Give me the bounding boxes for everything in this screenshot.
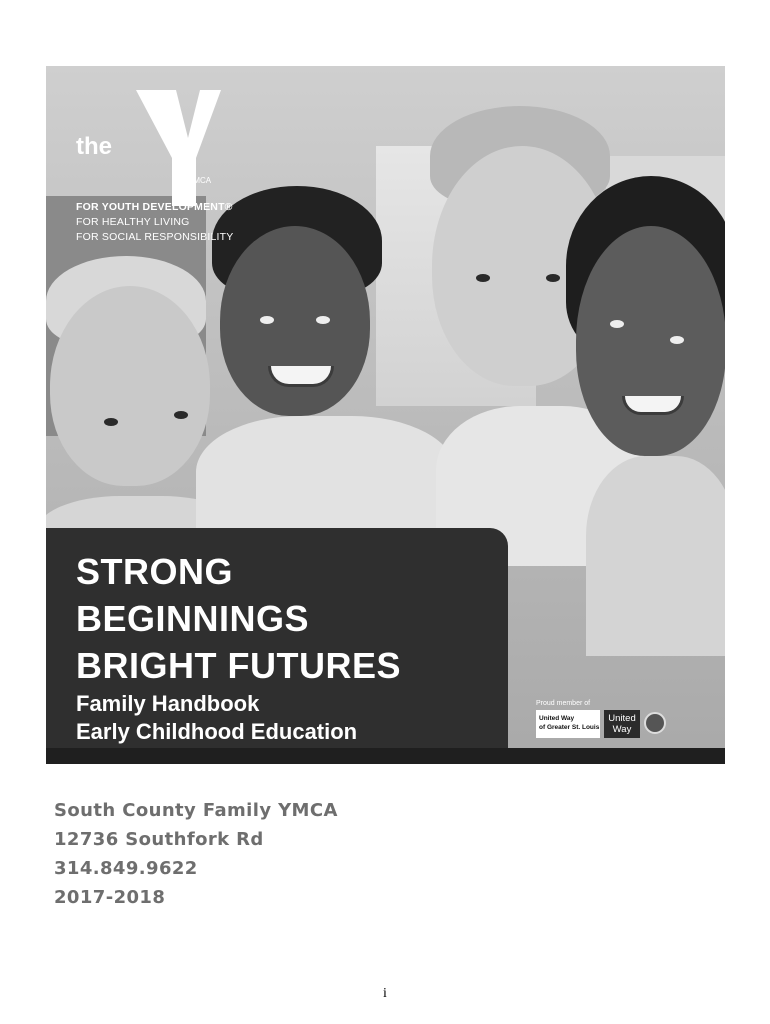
united-way-logo <box>604 710 640 738</box>
ymca-logo <box>76 88 266 208</box>
contact-block <box>54 796 338 912</box>
child-figure <box>206 186 446 546</box>
cover-photo <box>46 66 725 764</box>
subtitle-line: Family Handbook <box>76 691 260 716</box>
united-way-proud-text: Proud member of <box>536 700 591 707</box>
child-figure <box>566 176 725 636</box>
cover-subtitle <box>76 690 357 746</box>
logo-the-text: the <box>76 133 112 160</box>
page-number: i <box>383 986 387 1001</box>
united-way-logo-line: Way <box>612 724 632 735</box>
handbook-year: 2017-2018 <box>54 887 166 908</box>
united-way-name-line: United Way <box>539 715 575 722</box>
tagline-line: FOR SOCIAL RESPONSIBILITY <box>76 231 234 243</box>
logo-ymca-text: YMCA <box>188 176 212 185</box>
tagline-line: FOR HEALTHY LIVING <box>76 216 190 228</box>
united-way-badge <box>532 700 718 748</box>
subtitle-line: Early Childhood Education <box>76 719 358 744</box>
cover-bottom-bar <box>46 748 725 764</box>
tagline-line: FOR YOUTH DEVELOPMENT® <box>76 201 233 213</box>
title-panel <box>46 528 508 764</box>
united-way-name-line: of Greater St. Louis <box>539 724 600 731</box>
headline-line: STRONG <box>76 551 234 592</box>
headline-line: BRIGHT FUTURES <box>76 645 401 686</box>
united-way-seal-icon <box>644 712 666 734</box>
ymca-address: 12736 Southfork Rd <box>54 829 264 850</box>
united-way-name <box>536 710 600 738</box>
cover-headline <box>76 548 401 689</box>
united-way-logo-line: United <box>608 713 636 724</box>
headline-line: BEGINNINGS <box>76 598 310 639</box>
ymca-branch-name: South County Family YMCA <box>54 800 338 821</box>
ymca-tagline <box>76 200 233 245</box>
ymca-phone: 314.849.9622 <box>54 858 198 879</box>
